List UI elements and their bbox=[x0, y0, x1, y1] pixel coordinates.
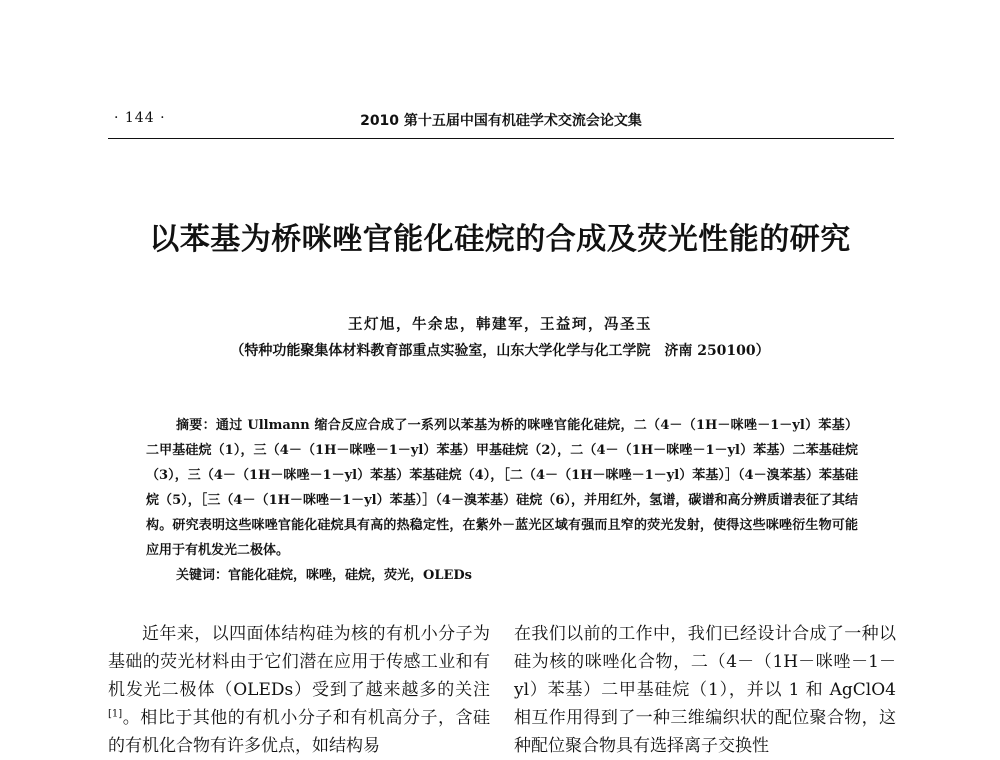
body-right-text: 在我们以前的工作中，我们已经设计合成了一种以硅为核的咪唑化合物，二（4－（1H－咪唑－1－yl）苯基）二甲基硅烷（1），并以 1 和 AgClO4 相互作用得到了一种三维编织状的配位聚合物，这种配位聚合物具有选择离子交换性 bbox=[514, 624, 896, 756]
paper-title: 以苯基为桥咪唑官能化硅烷的合成及荧光性能的研究 bbox=[149, 222, 851, 257]
body-column-left bbox=[108, 620, 490, 760]
page-number: · 144 · bbox=[114, 110, 166, 126]
keywords bbox=[176, 564, 858, 583]
abstract bbox=[146, 413, 858, 563]
body-column-right bbox=[514, 620, 896, 760]
keywords-text: 官能化硅烷，咪唑，硅烷，荧光，OLEDs bbox=[228, 568, 472, 583]
body-left-text-2: 。相比于其他的有机小分子和有机高分子，含硅的有机化合物有许多优点，如结构易 bbox=[108, 708, 490, 756]
body-left-text-1: 近年来，以四面体结构硅为核的有机小分子为基础的荧光材料由于它们潜在应用于传感工业和有机发光二极体（OLEDs）受到了越来越多的关注 bbox=[108, 624, 490, 700]
affiliation: （特种功能聚集体材料教育部重点实验室，山东大学化学与化工学院 济南 250100） bbox=[230, 343, 770, 359]
keywords-label: 关键词： bbox=[176, 568, 229, 583]
author-list: 王灯旭，牛余忠，韩建军，王益珂，冯圣玉 bbox=[348, 316, 652, 333]
running-header bbox=[108, 108, 894, 134]
journal-title: 2010 第十五届中国有机硅学术交流会论文集 bbox=[360, 113, 642, 129]
citation-ref: [1] bbox=[108, 708, 123, 720]
header-rule bbox=[108, 138, 894, 139]
abstract-label: 摘要： bbox=[176, 418, 216, 433]
abstract-text: 通过 Ullmann 缩合反应合成了一系列以苯基为桥的咪唑官能化硅烷，二（4－（1H－咪唑－1－yl）苯基）二甲基硅烷（1），三（4－（1H－咪唑－1－yl）苯基）甲基硅烷（2），二（4－（1H－咪唑－1－yl）苯基）二苯基硅烷（3），三（4－（1H－咪唑－1－yl）苯基）苯基硅烷（4），［二（4－（1H－咪唑－1－yl）苯基）］（4－溴苯基）苯基硅烷（5），［三（4－（1H－咪唑－1－yl）苯基）］（4－溴苯基）硅烷（6），并用红外，氢谱，碳谱和高分辨质谱表征了其结构。研究表明这些咪唑官能化硅烷具有高的热稳定性，在紫外－蓝光区域有强而且窄的荧光发射，使得这些咪唑衍生物可能应用于有机发光二极体。 bbox=[146, 418, 858, 558]
